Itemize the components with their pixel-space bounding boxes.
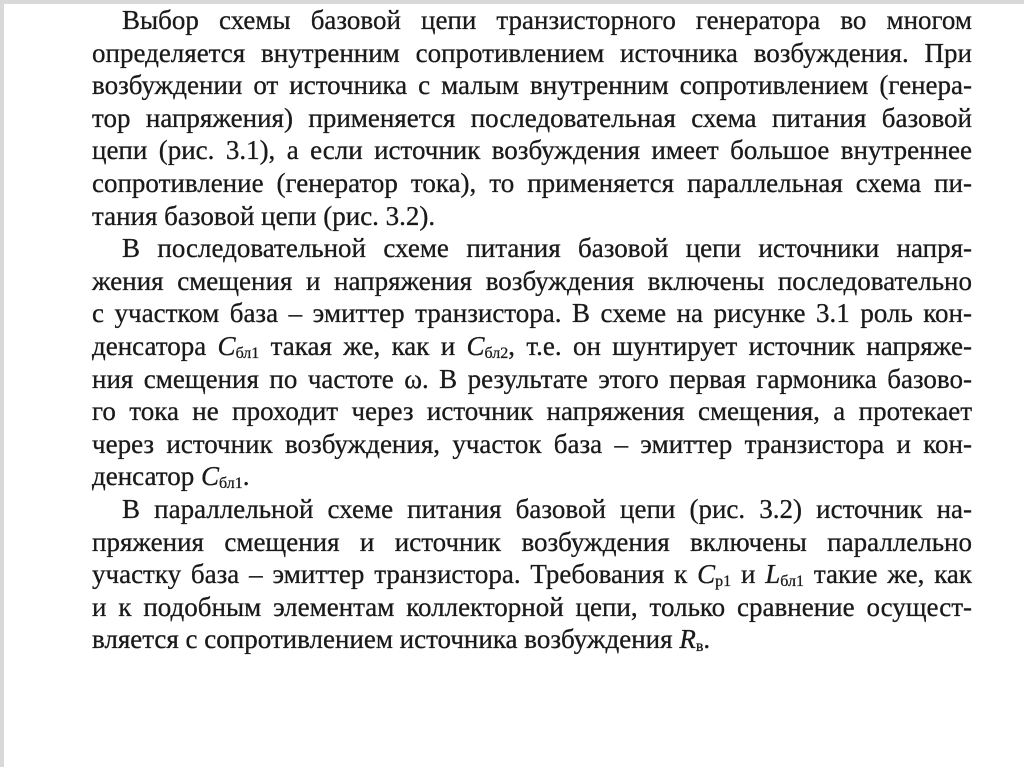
paragraph-3 xyxy=(92,493,972,656)
text-line: сопротивление (генератор тока), то применяется параллельная схема пи- xyxy=(92,167,972,198)
paragraph-2 xyxy=(92,232,972,493)
text-line: через источник возбуждения, участок база – эмиттер транзистора и кон- xyxy=(92,428,972,459)
text-line-with-symbols: вляется с сопротивлением источника возбуждения $R_в$. xyxy=(92,624,711,656)
text-line-with-symbols: денсатор $C_{бл1}$. xyxy=(92,461,250,493)
text-line: Выбор схемы базовой цепи транзисторного генератора во многом xyxy=(122,5,972,35)
document-page xyxy=(92,4,972,656)
symbol-c: C xyxy=(200,461,219,492)
text-line: определяется внутренним сопротивлением источника возбуждения. При xyxy=(92,37,972,68)
paragraph-1 xyxy=(92,4,972,232)
subscript: бл2 xyxy=(484,344,509,362)
text-line: ния смещения по частоте ω. В результате этого первая гармоника базово- xyxy=(92,363,972,394)
text-line-with-symbols: участку база – эмиттер транзистора. Требования к $C_{р1}$ и $L_{бл1}$ такие же, как xyxy=(92,559,973,591)
text-line: с участком база – эмиттер транзистора. В схеме на рисунке 3.1 роль кон- xyxy=(92,298,972,329)
text-line: пряжения смещения и источник возбуждения включены параллельно xyxy=(92,526,972,557)
subscript: р1 xyxy=(715,573,732,591)
text-line: го тока не проходит через источник напряжения смещения, а протекает xyxy=(92,396,972,427)
symbol-l: L xyxy=(765,559,781,590)
subscript: бл1 xyxy=(235,344,260,362)
text-line: и к подобным элементам коллекторной цепи, только сравнение осущест- xyxy=(92,591,972,622)
text-line-with-symbols: денсатора $C_{бл1}$ такая же, как и $C_{бл2}$, т.е. он шунтирует источник напряже- xyxy=(92,330,972,362)
symbol-c: C xyxy=(697,559,716,590)
text-line: цепи (рис. 3.1), а если источник возбуждения имеет большое внутреннее xyxy=(92,135,972,166)
text-line: жения смещения и напряжения возбуждения включены последовательно xyxy=(92,265,972,296)
subscript: бл1 xyxy=(780,573,804,591)
text-line: возбуждении от источника с малым внутренним сопротивлением (генера- xyxy=(92,70,972,101)
subscript: бл1 xyxy=(218,475,243,493)
text-line: В параллельной схеме питания базовой цепи (рис. 3.2) источник на- xyxy=(122,493,972,524)
symbol-c: C xyxy=(217,330,236,361)
subscript: в xyxy=(695,638,704,656)
text-line: В последовательной схеме питания базовой цепи источники напря- xyxy=(122,233,972,264)
text-line: тор напряжения) применяется последовательная схема питания базовой xyxy=(92,102,972,133)
page-frame-left xyxy=(0,0,4,767)
symbol-r: R xyxy=(679,624,696,655)
text-line: тания базовой цепи (рис. 3.2). xyxy=(92,200,436,231)
symbol-c: C xyxy=(466,330,485,361)
